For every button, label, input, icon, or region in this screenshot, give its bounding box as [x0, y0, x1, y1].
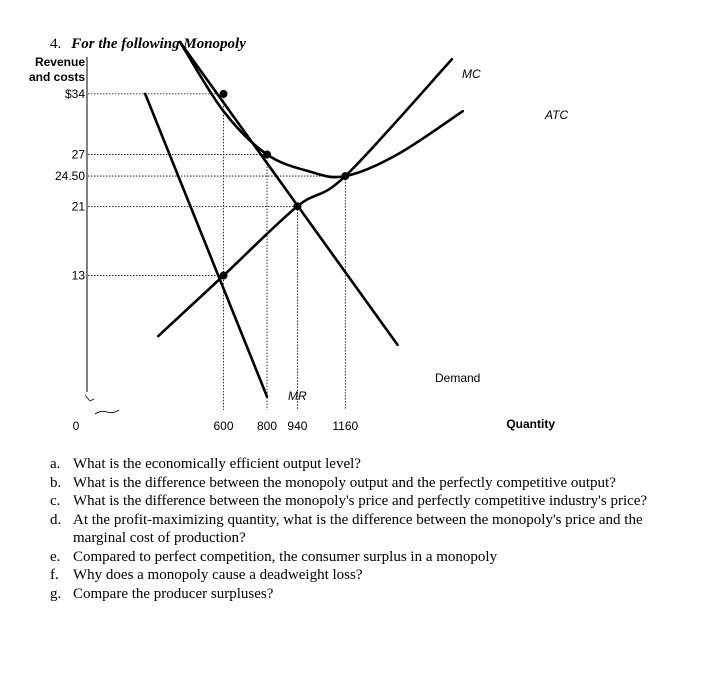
question-item — [50, 455, 670, 474]
question-letter: a. — [50, 456, 61, 472]
x-tick-label: 800 — [256, 419, 278, 433]
question-item — [50, 585, 670, 604]
mr-curve-label: MR — [288, 389, 307, 403]
x-axis-label: Quantity — [506, 417, 555, 431]
x-tick-label: 600 — [213, 419, 234, 433]
atc-curve-label: ATC — [545, 108, 569, 122]
problem-title: For the following Monopoly — [71, 36, 246, 52]
y-tick-label: $34 — [64, 86, 85, 101]
mc-curve — [158, 59, 452, 336]
question-text: Compared to perfect competition, the consumer surplus in a monopoly — [73, 548, 498, 565]
question-text: Why does a monopoly cause a deadweight loss? — [73, 567, 363, 583]
y-axis-label: and costs — [28, 70, 85, 84]
question-item — [50, 511, 670, 548]
question-text: What is the economically efficient output level? — [73, 456, 361, 472]
atc-curve — [180, 42, 463, 177]
intersection-point — [263, 150, 271, 158]
y-tick-label: 21 — [71, 199, 85, 214]
question-letter: c. — [50, 493, 61, 509]
x-tick-label: 1160 — [332, 419, 359, 433]
question-text: What is the difference between the monopoly output and the perfectly competitive output? — [73, 474, 616, 491]
question-text: At the profit-maximizing quantity, what is the difference between the monopoly's price and the marginal cost of production? — [73, 511, 643, 546]
question-letter: d. — [50, 511, 62, 528]
intersection-point — [293, 202, 301, 210]
demand-curve — [180, 42, 398, 345]
y-axis-label: Revenue — [34, 55, 85, 69]
chart-labels — [29, 55, 568, 433]
intersection-point — [341, 172, 349, 180]
y-tick-label: 27 — [71, 147, 85, 162]
question-item — [50, 548, 670, 567]
intersection-point — [220, 90, 228, 98]
question-item — [50, 492, 670, 511]
question-letter: e. — [50, 548, 61, 565]
question-item — [50, 474, 670, 493]
question-text: What is the difference between the monopoly's price and perfectly competitive industry's price? — [73, 493, 648, 509]
question-letter: f. — [50, 567, 59, 583]
question-letter: g. — [50, 585, 62, 602]
question-letter: b. — [50, 474, 62, 491]
y-tick-label: 24.50 — [54, 169, 85, 184]
y-tick-label: 13 — [71, 268, 85, 283]
axis — [85, 57, 119, 414]
question-list — [50, 455, 670, 603]
question-text: Compare the producer surpluses? — [73, 585, 274, 602]
guide-lines — [88, 94, 345, 410]
axis-break-icon — [85, 395, 94, 401]
demand-curve-label: Demand — [435, 371, 481, 385]
mc-curve-label: MC — [462, 67, 481, 81]
question-item — [50, 566, 670, 585]
axis-break-icon — [95, 410, 119, 414]
origin-label: 0 — [72, 419, 80, 433]
x-tick-label: 940 — [287, 419, 308, 433]
curves — [145, 42, 463, 397]
intersection-point — [220, 272, 228, 280]
problem-number: 4. — [50, 36, 62, 52]
